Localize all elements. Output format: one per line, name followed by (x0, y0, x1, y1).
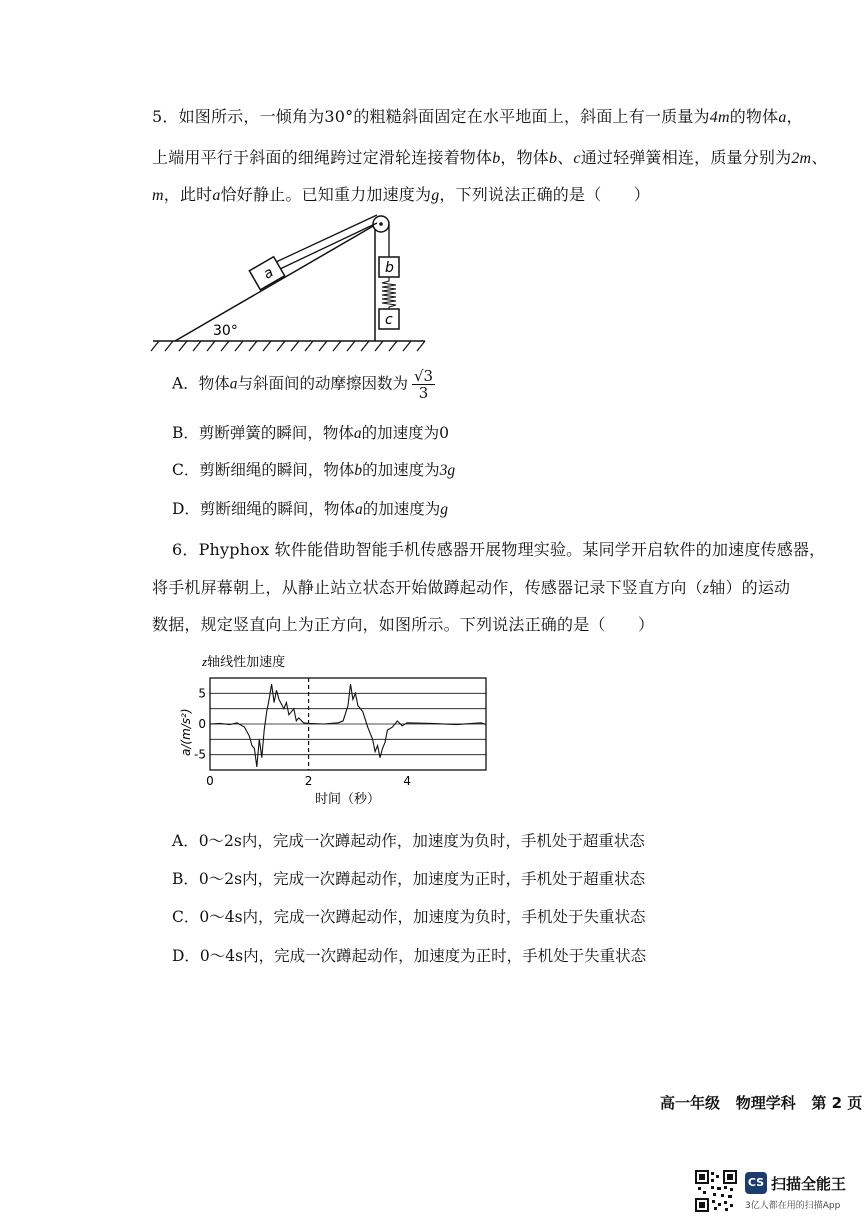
q5-mass: m (152, 187, 164, 204)
q5-mass: 2m (791, 150, 812, 167)
block-c-label: c (385, 312, 393, 328)
q5-text: 的物体 (729, 107, 779, 126)
q5-text: ， (786, 107, 803, 126)
q5-line-2 (152, 145, 828, 168)
scanner-name: 扫描全能王 (771, 1175, 847, 1193)
q6-option-a[interactable]: A．0～2s内，完成一次蹲起动作，加速度为负时，手机处于超重状态 (172, 832, 645, 850)
x-axis-label: 时间（秒） (315, 792, 381, 807)
angle-label: 30° (213, 323, 238, 339)
q5-text: ，下列说法正确的是（ ） (439, 185, 650, 204)
q5-var: g (431, 187, 440, 204)
q5-option-d[interactable] (172, 497, 448, 519)
q5-line-1 (152, 104, 803, 127)
x-tick-label: 0 (206, 774, 214, 788)
incline-figure (145, 205, 435, 355)
q5-var: c (573, 150, 581, 167)
q5-text: 5．如图所示，一倾角为30°的粗糙斜面固定在水平地面上，斜面上有一质量为 (152, 107, 710, 126)
q5-var: a (212, 187, 221, 204)
q6-var: z (702, 580, 710, 597)
x-tick-label: 2 (304, 774, 313, 788)
option-value: g (440, 501, 448, 518)
q6-text: 将手机屏幕朝上，从静止站立状态开始做蹲起动作，传感器记录下竖直方向（ (152, 578, 703, 597)
q5-text: 恰好静止。已知重力加速度为 (220, 185, 432, 204)
option-text: D．剪断细绳的瞬间，物体 (172, 500, 355, 518)
q5-var: b (549, 150, 558, 167)
q5-mass: 4m (709, 109, 730, 126)
q6-option-d[interactable]: D．0～4s内，完成一次蹲起动作，加速度为正时，手机处于失重状态 (172, 947, 647, 965)
option-text: B．剪断弹簧的瞬间，物体 (172, 424, 354, 442)
q6-option-c[interactable]: C．0～4s内，完成一次蹲起动作，加速度为负时，手机处于失重状态 (172, 908, 646, 926)
option-text: 与斜面间的动摩擦因数为 (237, 374, 408, 393)
footer-subject: 物理学科 (735, 1094, 796, 1112)
x-tick-label: 4 (403, 774, 411, 788)
y-tick-label: -5 (194, 747, 206, 762)
q5-text: 通过轻弹簧相连，质量分别为 (580, 148, 792, 167)
y-tick-label: 5 (198, 686, 206, 701)
fraction-numerator: √3 (413, 367, 434, 385)
q5-text: 上端用平行于斜面的细绳跨过定滑轮连接着物体 (152, 148, 493, 167)
block-a-label: a (260, 264, 277, 283)
q6-line-1: 6．Phyphox 软件能借助智能手机传感器开展物理实验。某同学开启软件的加速度传感器， (172, 540, 826, 559)
block-b-label: b (385, 260, 394, 276)
rope-slope-2 (280, 223, 377, 269)
q5-text: 、 (557, 148, 574, 167)
q5-var: b (492, 150, 501, 167)
fraction-denominator: 3 (418, 384, 429, 402)
qr-code-icon (695, 1170, 737, 1212)
q5-option-a[interactable] (172, 368, 435, 401)
q5-line-3 (152, 182, 650, 205)
q5-text: ，此时 (163, 185, 213, 204)
option-var: b (354, 462, 363, 479)
chart-title: z轴线性加速度 (202, 654, 286, 670)
y-tick-label: 0 (198, 717, 206, 731)
option-var: a (229, 375, 238, 393)
footer-grade: 高一年级 (660, 1094, 721, 1112)
q5-option-c[interactable] (172, 458, 455, 480)
scanner-tagline: 3亿人都在用的扫描App (745, 1201, 841, 1211)
acceleration-chart (170, 648, 500, 813)
q6-text: 轴）的运动 (709, 578, 791, 597)
option-text: 的加速度为 (362, 500, 441, 518)
option-text: 的加速度为 (362, 461, 440, 479)
q6-line-2 (152, 575, 790, 598)
option-var: a (353, 425, 362, 442)
tick-layer (194, 686, 411, 788)
q5-option-b[interactable] (172, 421, 449, 443)
option-text: C．剪断细绳的瞬间，物体 (172, 461, 355, 479)
spring (382, 277, 396, 309)
q5-var: a (778, 109, 787, 126)
option-var: a (354, 501, 363, 518)
rope-slope (276, 215, 377, 262)
page-footer (660, 1092, 862, 1113)
footer-page: 第 2 页 (811, 1094, 863, 1112)
option-text: 的加速度为0 (361, 424, 450, 442)
block-a (249, 257, 284, 290)
q6-line-3: 数据，规定竖直向上为正方向，如图所示。下列说法正确的是（ ） (152, 615, 655, 634)
option-text: A．物体 (172, 374, 230, 393)
q5-text: ，物体 (500, 148, 550, 167)
incline-slope (175, 225, 375, 341)
q5-text: 、 (811, 148, 828, 167)
option-value: 3g (439, 462, 456, 479)
scanner-logo-icon: CS (745, 1172, 767, 1194)
y-axis-label: a/(m/s²) (179, 708, 193, 756)
fraction (412, 368, 435, 401)
ground-hatching (151, 341, 425, 351)
q6-option-b[interactable]: B．0～2s内，完成一次蹲起动作，加速度为正时，手机处于超重状态 (172, 870, 646, 888)
